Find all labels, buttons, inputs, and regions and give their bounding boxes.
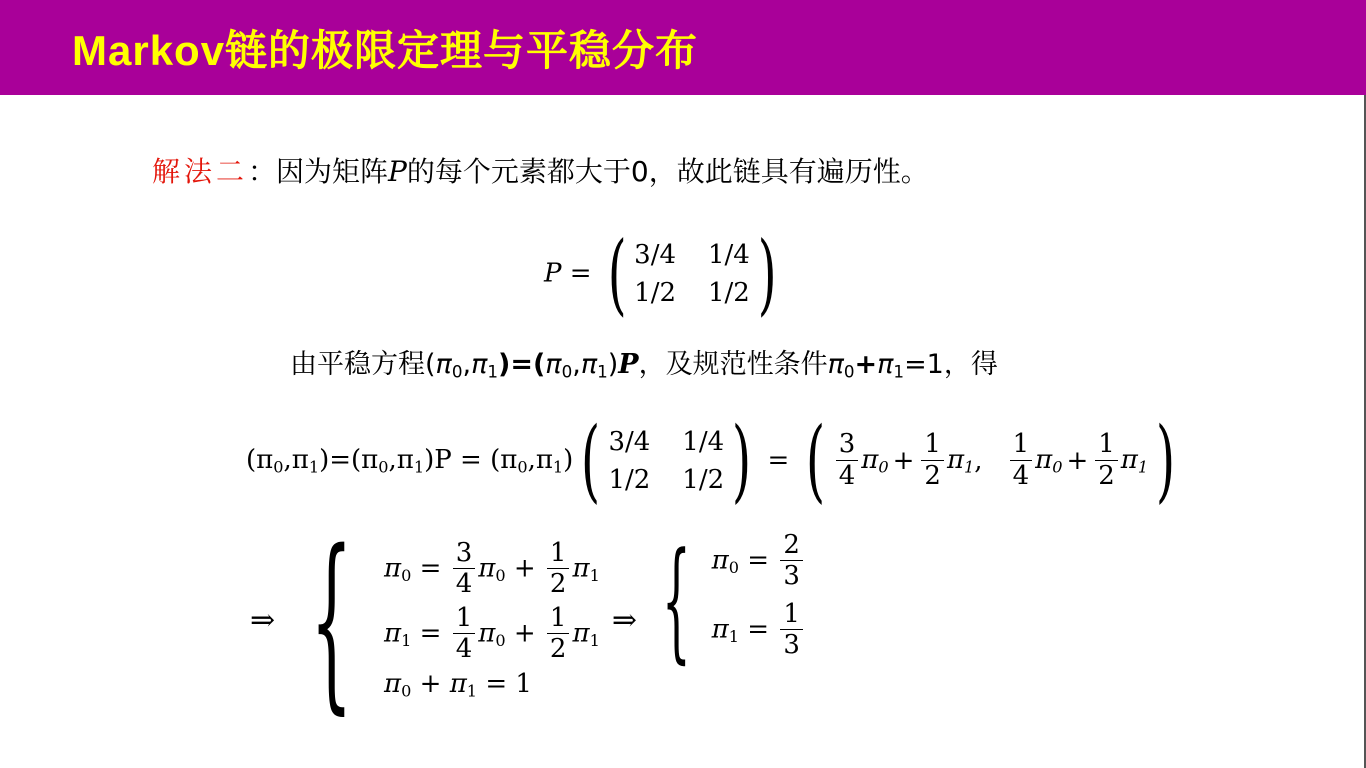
comma: , [462, 349, 472, 380]
pi-symbol: π [946, 444, 965, 475]
equals: )=( [497, 349, 546, 380]
left-paren: ( [805, 408, 825, 513]
pi-symbol: π [545, 349, 562, 380]
method-two-line [152, 150, 929, 190]
intro-text-b: 的每个元素都大于0，故此链具有遍历性。 [406, 155, 929, 188]
left-paren: ( [581, 408, 601, 513]
subscript: 1 [487, 361, 498, 382]
matrix-cell: 3/4 [634, 239, 676, 270]
subscript: 1 [597, 361, 608, 382]
matrix-cell: 1/4 [708, 239, 750, 270]
slide-title: Markov链的极限定理与平稳分布 [72, 27, 699, 74]
pi-symbol: π [471, 349, 488, 380]
solution-row: $\pi_0$ = $\frac{2}{3}$ [712, 532, 806, 591]
pi-symbol: π [580, 349, 598, 380]
fraction: $\frac{1}{4}$ [1010, 431, 1033, 490]
matrix-equation: $(\pi_0,\pi_1)=(\pi_0,\pi_1)P = (\pi_0,\pi_1)$( 3/4 1/4 1/2 1/2 ) = ( $\frac{3}{4}$ $\pi_0$ + $\frac{1}{2}$ $\pi_1$, $\frac{1}{4}$ $\pi_0$ + $\frac{1}{2}$ $\pi_1$) [246, 408, 1176, 513]
comma: , [572, 349, 581, 380]
label-colon: ： [248, 155, 277, 188]
right-paren: ) [757, 222, 777, 325]
pi-symbol: π [435, 349, 452, 380]
left-brace: { [661, 524, 691, 676]
system-row: $\pi_0 + \pi_1 = 1$ [384, 669, 532, 701]
normalization-text: =1，得 [904, 349, 998, 380]
right-paren: ) [732, 408, 752, 513]
equals: = [767, 445, 790, 476]
fraction: $\frac{3}{4}$ [836, 431, 859, 490]
title-bar [0, 0, 1366, 95]
close-paren: ) [607, 349, 619, 380]
matrix-cell: 1/4 [682, 426, 725, 457]
system-rows [384, 540, 600, 701]
pi-symbol: π [1035, 444, 1053, 475]
system-row: $\pi_0$ = $\frac{3}{4}$ $\pi_0$ + $\frac{1}{2}$ $\pi_1$ [384, 538, 600, 600]
comma: , [974, 445, 983, 476]
equation-system [246, 510, 806, 731]
implies-arrow: ⇒ [611, 603, 637, 638]
solution-row: $\pi_1$ = $\frac{1}{3}$ [712, 601, 806, 660]
subscript: 0 [561, 361, 573, 382]
matrix-cell: 1/2 [608, 464, 651, 495]
system-row: $\pi_1$ = $\frac{1}{4}$ $\pi_0$ + $\frac{1}{2}$ $\pi_1$ [384, 602, 600, 665]
text-b: ，及规范性条件 [638, 349, 828, 380]
plus: + [892, 445, 915, 476]
fraction: $\frac{1}{2}$ [1095, 431, 1118, 490]
matrix-symbol: P [618, 349, 639, 380]
matrix-body [634, 240, 750, 308]
solution-rows [712, 532, 806, 659]
text-a: 由平稳方程( [290, 349, 436, 380]
plus: + [1066, 445, 1089, 476]
right-paren: ) [1156, 408, 1176, 513]
left-paren: ( [607, 222, 627, 325]
pi-symbol: π [827, 349, 844, 380]
pi-symbol: π [877, 349, 894, 380]
subscript: 1 [893, 361, 905, 382]
matrix-cell: 1/2 [682, 464, 725, 495]
method-label: 解法二 [152, 155, 249, 188]
matrix-cell: 1/2 [634, 277, 676, 308]
lhs-vector: $(\pi_0,\pi_1)=(\pi_0,\pi_1)P = (\pi_0,\pi_1)$ [246, 444, 574, 477]
left-brace: { [310, 510, 353, 731]
subscript: 0 [843, 361, 855, 382]
subscript: 0 [451, 361, 463, 382]
pi-symbol: π [861, 444, 879, 475]
transition-matrix [544, 222, 784, 325]
intro-text-a: 因为矩阵 [276, 155, 389, 188]
pi-symbol: π [1120, 444, 1138, 475]
stationary-equation-line [290, 342, 998, 382]
matrix-cell: 3/4 [608, 426, 651, 457]
matrix-symbol: P [388, 155, 407, 188]
fraction: $\frac{1}{2}$ [921, 431, 944, 490]
implies-arrow: ⇒ [250, 603, 276, 638]
matrix-body [608, 427, 724, 495]
plus: + [854, 349, 878, 380]
matrix-lhs: P = [544, 258, 592, 289]
matrix-cell: 1/2 [708, 277, 750, 308]
